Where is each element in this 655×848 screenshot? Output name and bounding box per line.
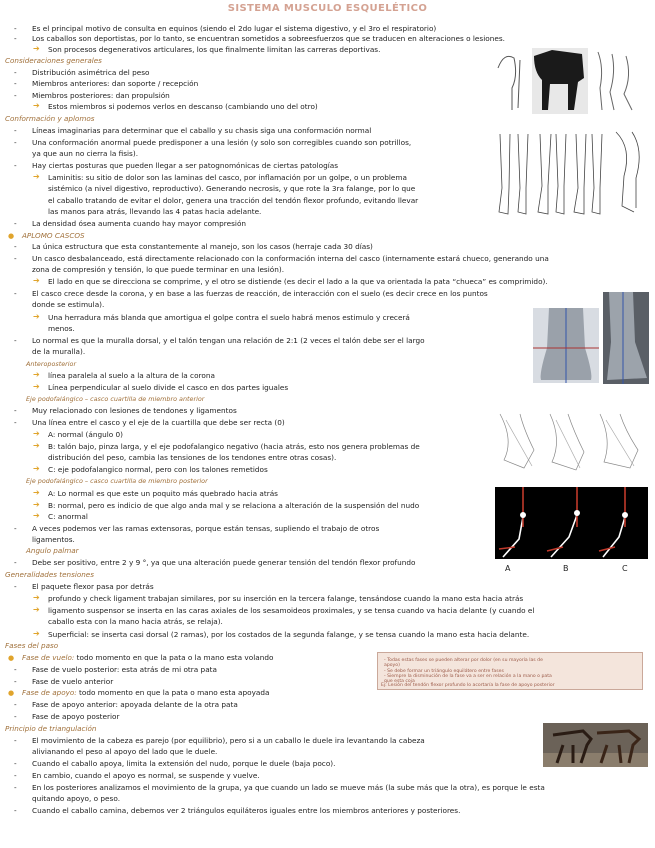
- section-heading: Principio de triangulación: [5, 724, 97, 733]
- arrow-icon: ➔: [33, 500, 40, 509]
- arrow-icon: ➔: [33, 370, 40, 379]
- list-item: La única estructura que esta constantemente al manejo, son los casos (herraje cada 30 días): [32, 242, 373, 251]
- list-item: de la muralla).: [32, 347, 86, 356]
- section-heading: Fases del paso: [5, 641, 59, 650]
- list-item: B: talón bajo, pinza larga, y el eje podofalangico negativo (hacia atrás, esto nos genera problemas de: [48, 442, 420, 451]
- dash: -: [14, 24, 17, 33]
- list-item: Fase de vuelo posterior: esta atrás de mi otra pata: [32, 665, 217, 674]
- list-item: Una línea entre el casco y el eje de la cuartilla que debe ser recta (0): [32, 418, 285, 427]
- list-item: quitando apoyo, o peso.: [32, 794, 121, 803]
- list-item: donde se estimula).: [32, 300, 105, 309]
- note-line: que esta coja: [384, 679, 415, 684]
- arrow-icon: ➔: [33, 629, 40, 638]
- note-line: apoyo): [384, 663, 400, 668]
- horse-posture-drawing: [494, 48, 649, 116]
- list-item: sistémico (a nivel digestivo, reproductivo). Generando necrosis, y que rote la 3ra falange, por lo que: [48, 184, 416, 193]
- list-item: zona de compresión y tensión, lo que puede terminar en una lesión).: [32, 265, 285, 274]
- arrow-icon: ➔: [33, 605, 40, 614]
- list-item: Una herradura más blanda que amortigua el golpe contra el suelo habrá menos estimulo y crecerá: [48, 313, 410, 322]
- list-item: Líneas imaginarias para determinar que el caballo y su chasis siga una conformación normal: [32, 126, 372, 135]
- list-item: El movimiento de la cabeza es parejo (por equilibrio), pero si a un caballo le duele ira levantando la cabeza: [32, 736, 425, 745]
- note-line: - Siempre la disminución de la fase va a ser en relación a la mano o pata: [384, 674, 552, 679]
- phase-label: Fase de apoyo:: [22, 688, 77, 697]
- list-item: Un casco desbalanceado, está directamente relacionado con la conformación interna del casco (internamente estará chueco, generando una: [32, 254, 549, 263]
- list-item: Laminitis: su sitio de dolor son las laminas del casco, por inflamación por un golpe, o un problema: [48, 173, 407, 182]
- list-item: En cambio, cuando el apoyo es normal, se suspende y vuelve.: [32, 771, 260, 780]
- subsection-heading: Anteroposterior: [26, 360, 77, 368]
- arrow-icon: ➔: [33, 441, 40, 450]
- list-item: A: Lo normal es que este un poquito más quebrado hacia atrás: [48, 489, 278, 498]
- list-item: Línea perpendicular al suelo divide el casco en dos partes iguales: [48, 383, 289, 392]
- list-item: distribución del peso, cambia las tensiones de los tendones entre otras cosas).: [48, 453, 337, 462]
- note-box: [377, 652, 643, 690]
- arrow-icon: ➔: [33, 511, 40, 520]
- note-line: - Se debe formar un triángulo equilátero entre fases: [384, 669, 504, 674]
- list-item: En los posteriores analizamos el movimiento de la grupa, ya que cuando un lado se mueve más (la sube más que la otra), es porque le esta: [32, 783, 545, 792]
- phase-text: todo momento en que la pata o mano esta apoyada: [79, 688, 270, 697]
- list-item: Superficial: se inserta casi dorsal (2 ramas), por los costados de la segunda falange, y se tensa cuando la mano esta hacia delante.: [48, 630, 530, 639]
- diagram-label-c: C: [622, 564, 628, 573]
- list-item: Hay ciertas posturas que pueden llegar a ser patognomónicas de ciertas patologías: [32, 161, 339, 170]
- list-item: Debe ser positivo, entre 2 y 9 °, ya que una alteración puede generar tensión del tendón flexor profundo: [32, 558, 416, 567]
- list-item: La densidad ósea aumenta cuando hay mayor compresión: [32, 219, 247, 228]
- list-item: C: anormal: [48, 512, 88, 521]
- list-item: ligamento suspensor se inserta en las caras axiales de los sesamoideos proximales, y se tensa cuando va hacia delante (y cuando el: [48, 606, 535, 615]
- section-heading: Conformación y aplomos: [5, 114, 95, 123]
- bullet-icon: ●: [8, 654, 15, 662]
- section-heading: Consideraciones generales: [5, 56, 102, 65]
- hoof-photo-side: [603, 292, 649, 384]
- section-heading: Generalidades tensiones: [5, 570, 94, 579]
- arrow-icon: ➔: [33, 44, 40, 53]
- list-item: El paquete flexor pasa por detrás: [32, 582, 154, 591]
- list-item: Fase de apoyo posterior: [32, 712, 120, 721]
- list-item: Cuando el caballo camina, debemos ver 2 triángulos equiláteros iguales entre los miembros anteriores y posteriores.: [32, 806, 461, 815]
- bullet-icon: ●: [8, 689, 15, 697]
- arrow-icon: ➔: [33, 312, 40, 321]
- list-item: Lo normal es que la muralla dorsal, y el talón tengan una relación de 2:1 (2 veces el talón debe ser el largo: [32, 336, 425, 345]
- hoof-photo-front: [533, 308, 599, 383]
- hind-pastern-diagram: [495, 487, 648, 559]
- note-line: - Todas estas fases se pueden alterar por dolor (en su mayoría las de: [384, 658, 543, 663]
- document-page: SISTEMA MUSCULO ESQUELÉTICO - Es el principal motivo de consulta en equinos (siendo el 2do lugar el sistema digestivo, y el 3ro el respiratorio) - Los caballos son deportistas, por lo tanto, se encuentran sometidos a sobreesfuerzos que se traducen en alteraciones o lesiones. ➔ Son procesos degenerativos articulares, los que finalmente limitan las carreras deportivas. Consideraciones generales - Distribución asimétrica del peso - Miembros anteriores: dan soporte / recepción - Miembros posteriores: dan propulsión ➔ Estos miembros si podemos verlos en descanso (cambiando uno del otro) Conformación y aplomos - Líneas imaginarias para determinar que el caballo y su chasis siga una conformación normal - Una conformación anormal puede predisponer a una lesión (y solo son corregibles cuando son potrillos, ya que aun no cierra la fisis). - Hay ciertas posturas que pueden llegar a ser patognomónicas de ciertas patologías ➔ Laminitis: su sitio de dolor son las laminas del casco, por inflamación por un golpe, o un problema sistémico (a nivel digestivo, reproductivo). Generando necrosis, y que rote la 3ra falange, por lo que el caballo tratando de evitar el dolor, genera una tracción del tendón flexor profundo, evitando llevar las manos para atrás, llevando las 4 patas hacia adelante. - La densidad ósea aumenta cuando hay mayor compresión ● APLOMO CASCOS - La única estructura que esta constantemente al manejo, son los casos (herraje cada 30 días) - Un casco desbalanceado, está directamente relacionado con la conformación interna del casco (internamente estará chueco, generando una zona de compresión y tensión, lo que puede terminar en una lesión). ➔ El lado en que se direcciona se comprime, y el otro se distiende (es decir el lado a la que va orientada la pata “chueca” es comprimido). - El casco crece desde la corona, y en base a las fuerzas de reacción, de interacción con el suelo (es decir crece en los puntos donde se estimula). ➔ Una herradura más blanda que amortigua el golpe contra el suelo habrá menos estimulo y crecerá menos. - Lo normal es que la muralla dorsal, y el talón tengan una relación de 2:1 (2 veces el talón debe ser el largo de la muralla). Anteroposterior ➔ línea paralela al suelo a la altura de la corona ➔ Línea perpendicular al suelo divide el casco en dos partes iguales Eje podofalángico – casco cuartilla de miembro anterior - Muy relacionado con lesiones de tendones y ligamentos - Una línea entre el casco y el eje de la cuartilla que debe ser recta (0) ➔ A: normal (ángulo 0) ➔ B: talón bajo, pinza larga, y el eje podofalangico negativo (hacia atrás, esto nos genera problemas de distribución del peso, cambia las tensiones de los tendones entre otras cosas). ➔ C: eje podofalangico normal, pero con los talones remetidos Eje podofalángico – casco cuartilla de miembro posterior ➔ A: Lo normal es que este un poquito más quebrado hacia atrás ➔ B: normal, pero es indicio de que algo anda mal y se relaciona a alteración de la suspensión del nudo ➔ C: anormal - A veces podemos ver las ramas extensoras, porque están tensas, supliendo el trabajo de otros ligamentos. Angulo palmar - Debe ser positivo, entre 2 y 9 °, ya que una alteración puede generar tensión del tendón flexor profundo Generalidades tensiones - El paquete flexor pasa por detrás ➔ profundo y check ligament trabajan similares, por su inserción en la tercera falange, tensándose cuando la mano esta hacia atrás ➔ ligamento suspensor se inserta en las caras axiales de los sesamoideos proximales, y se tensa cuando va hacia delante (y cuando el caballo esta con la mano hacia atrás, se relaja). ➔ Superficial: se inserta casi dorsal (2 ramas), por los costados de la segunda falange, y se tensa cuando la mano esta hacia delante. Fases del paso ● Fase de vuelo: todo momento en que la pata o la mano esta volando - Fase de vuelo posterior: esta atrás de mi otra pata - Fase de vuelo anterior ● Fase de apoyo: todo momento en que la pata o mano esta apoyada - Fase de apoyo anterior: apoyada delante de la otra pata - Fase de apoyo posterior - Todas estas fases se pueden alterar por dolor (en su mayoría las de apoyo) - Se debe formar un triángulo equilátero entre fases - Siempre la disminución de la fase va a ser en relación a la mano o pata que esta coja Ej: Lesión del tendón flexor profundo lo acortaría la fase de apoyo posterior Principio de triangulación - El movimiento de la cabeza es parejo (por equilibrio), pero si a un caballo le duele ira levantando la cabeza alivianando el peso al apoyo del lado que le duele. - Cuando el caballo apoya, limita la extensión del nudo, porque le duele (baja poco). - En cambio, cuando el apoyo es normal, se suspende y vuelve. - En los posteriores analizamos el movimiento de la grupa, ya que cuando un lado se mueve más (la sube más que la otra), es porque le esta quitando apoyo, o peso. - Cuando el caballo camina, debemos ver 2 triángulos equiláteros iguales entre los miembros anteriores y posteriores. A B C: [0, 0, 655, 848]
- subsection-heading: Eje podofalángico – casco cuartilla de miembro anterior: [26, 395, 205, 403]
- list-item: B: normal, pero es indicio de que algo anda mal y se relaciona a alteración de la suspensión del nudo: [48, 501, 420, 510]
- list-item: Muy relacionado con lesiones de tendones y ligamentos: [32, 406, 237, 415]
- section-heading: APLOMO CASCOS: [22, 231, 85, 240]
- list-item: las manos para atrás, llevando las 4 patas hacia adelante.: [48, 207, 262, 216]
- list-item: menos.: [48, 324, 75, 333]
- list-item: Miembros anteriores: dan soporte / recepción: [32, 79, 199, 88]
- arrow-icon: ➔: [33, 429, 40, 438]
- arrow-icon: ➔: [33, 101, 40, 110]
- list-item: Cuando el caballo apoya, limita la extensión del nudo, porque le duele (baja poco).: [32, 759, 336, 768]
- list-item: ya que aun no cierra la fisis).: [32, 149, 139, 158]
- list-item: línea paralela al suelo a la altura de la corona: [48, 371, 215, 380]
- diagram-label-a: A: [505, 564, 511, 573]
- list-item: A: normal (ángulo 0): [48, 430, 124, 439]
- subsection-heading: Eje podofalángico – casco cuartilla de miembro posterior: [26, 477, 208, 485]
- arrow-icon: ➔: [33, 593, 40, 602]
- phase-label: Fase de vuelo:: [22, 653, 75, 662]
- list-item: Una conformación anormal puede predisponer a una lesión (y solo son corregibles cuando son potrillos,: [32, 138, 412, 147]
- list-item: Fase de vuelo anterior: [32, 677, 114, 686]
- arrow-icon: ➔: [33, 172, 40, 181]
- arrow-icon: ➔: [33, 382, 40, 391]
- list-item: alivianando el peso al apoyo del lado que le duele.: [32, 747, 218, 756]
- intro-line: Es el principal motivo de consulta en equinos (siendo el 2do lugar el sistema digestivo, y el 3ro el respiratorio): [32, 24, 437, 33]
- intro-line: Son procesos degenerativos articulares, los que finalmente limitan las carreras deportivas.: [48, 45, 381, 54]
- list-item: [22, 689, 269, 698]
- list-item: El casco crece desde la corona, y en base a las fuerzas de reacción, de interacción con el suelo (es decir crece en los puntos: [32, 289, 488, 298]
- pastern-axis-sketch: [494, 410, 649, 478]
- arrow-icon: ➔: [33, 276, 40, 285]
- list-item: Distribución asimétrica del peso: [32, 68, 150, 77]
- list-item: Estos miembros si podemos verlos en descanso (cambiando uno del otro): [48, 102, 318, 111]
- list-item: profundo y check ligament trabajan similares, por su inserción en la tercera falange, tensándose cuando la mano esta hacia atrás: [48, 594, 524, 603]
- bullet-icon: ●: [8, 232, 15, 240]
- arrow-icon: ➔: [33, 464, 40, 473]
- list-item: ligamentos.: [32, 535, 75, 544]
- horses-trotting-photo: [543, 723, 648, 767]
- phase-text: todo momento en que la pata o la mano esta volando: [76, 653, 274, 662]
- list-item: el caballo tratando de evitar el dolor, genera una tracción del tendón flexor profundo, evitando llevar: [48, 196, 419, 205]
- arrow-icon: ➔: [33, 488, 40, 497]
- note-line: Ej: Lesión del tendón flexor profundo lo acortaría la fase de apoyo posterior: [381, 683, 555, 688]
- diagram-label-b: B: [563, 564, 569, 573]
- dash: -: [14, 34, 17, 43]
- list-item: El lado en que se direcciona se comprime, y el otro se distiende (es decir el lado a la que va orientada la pata “chueca” es comprimido).: [48, 277, 548, 286]
- list-item: Fase de apoyo anterior: apoyada delante de la otra pata: [32, 700, 238, 709]
- leg-conformation-drawing: [494, 128, 649, 220]
- list-item: caballo esta con la mano hacia atrás, se relaja).: [48, 617, 223, 626]
- subsection-heading: Angulo palmar: [26, 546, 79, 555]
- list-item: A veces podemos ver las ramas extensoras, porque están tensas, supliendo el trabajo de otros: [32, 524, 380, 533]
- list-item: C: eje podofalangico normal, pero con los talones remetidos: [48, 465, 268, 474]
- intro-line: Los caballos son deportistas, por lo tanto, se encuentran sometidos a sobreesfuerzos que se traducen en alteraciones o lesiones.: [32, 34, 505, 43]
- list-item: [22, 654, 273, 663]
- page-title: SISTEMA MUSCULO ESQUELÉTICO: [227, 3, 428, 14]
- list-item: Miembros posteriores: dan propulsión: [32, 91, 170, 100]
